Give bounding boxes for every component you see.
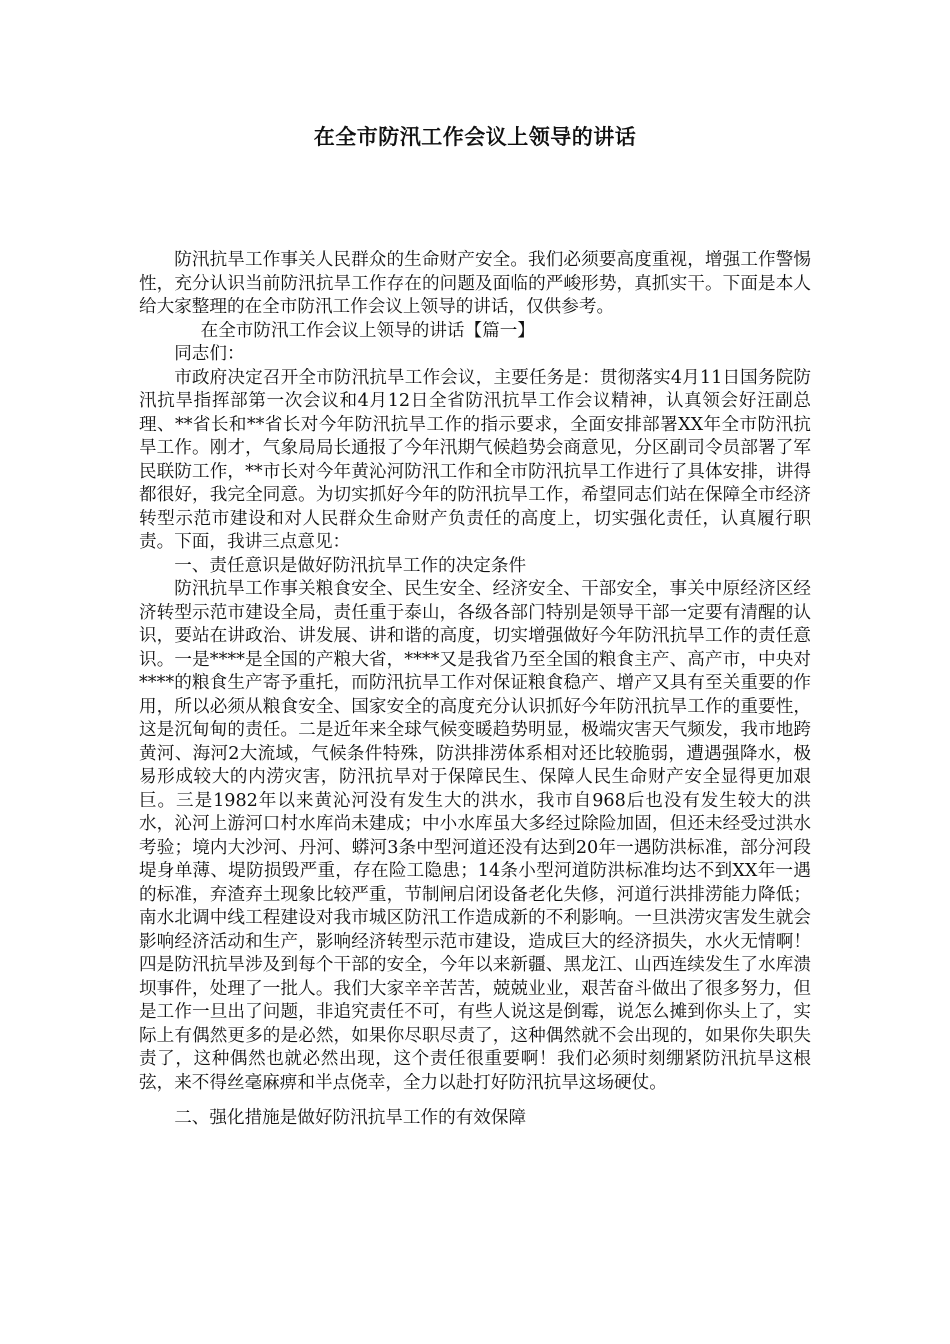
opening-paragraph: 市政府决定召开全市防汛抗旱工作会议，主要任务是：贯彻落实4月11日国务院防汛抗旱指挥部第一次会议和4月12日全省防汛抗旱工作会议精神，认真领会好汪副总理、**省长和**省长对今年防汛抗旱工作的指示要求，全面安排部署XX年全市防汛抗旱工作。刚才，气象局局长通报了今年汛期气候趋势会商意见，分区副司令员部署了军民联防工作，**市长对今年黄沁河防汛工作和全市防汛抗旱工作进行了具体安排，讲得都很好，我完全同意。为切实抓好今年的防汛抗旱工作，希望同志们站在保障全市经济转型示范市建设和对人民群众生命财产负责任的高度上，切实强化责任，认真履行职责。下面，我讲三点意见： bbox=[139, 367, 811, 552]
document-title: 在全市防汛工作会议上领导的讲话 bbox=[313, 124, 637, 149]
salutation: 同志们： bbox=[174, 344, 245, 364]
heading-responsibility: 一、责任意识是做好防汛抗旱工作的决定条件 bbox=[174, 555, 527, 576]
heading-measures: 二、强化措施是做好防汛抗旱工作的有效保障 bbox=[174, 1108, 527, 1128]
section-title-part-one: 在全市防汛工作会议上领导的讲话【篇一】 bbox=[200, 320, 535, 341]
intro-paragraph: 防汛抗旱工作事关人民群众的生命财产安全。我们必须要高度重视，增强工作警惕性，充分认识当前防汛抗旱工作存在的问题及面临的严峻形势，真抓实干。下面是本人给大家整理的在全市防汛工作会议上领导的讲话，仅供参考。 bbox=[139, 250, 811, 317]
responsibility-paragraph: 防汛抗旱工作事关粮食安全、民生安全、经济安全、干部安全，事关中原经济区经济转型示范市建设全局，责任重于泰山，各级各部门特别是领导干部一定要有清醒的认识，要站在讲政治、讲发展、讲和谐的高度，切实增强做好今年防汛抗旱工作的责任意识。一是****是全国的产粮大省，****又是我省乃至全国的粮食主产、高产市，中央对****的粮食生产寄予重托，而防汛抗旱工作对保证粮食稳产、增产又具有至关重要的作用，所以必须从粮食安全、国家安全的高度充分认识抓好今年防汛抗旱工作的重要性，这是沉甸甸的责任。二是近年来全球气候变暖趋势明显，极端灾害天气频发，我市地跨黄河、海河2大流域，气候条件特殊，防洪排涝体系相对还比较脆弱，遭遇强降水，极易形成较大的内涝灾害，防汛抗旱对于保障民生、保障人民生命财产安全显得更加艰巨。三是1982年以来黄沁河没有发生大的洪水，我市自968后也没有发生较大的洪水，沁河上游河口村水库尚未建成；中小水库虽大多经过除险加固，但还未经受过洪水考验；境内大沙河、丹河、蟒河3条中型河道还没有达到20年一遇防洪标准，部分河段堤身单薄、堤防损毁严重，存在险工隐患；14条小型河道防洪标准均达不到XX年一遇的标准，弃渣弃土现象比较严重，节制闸启闭设备老化失修，河道行洪排涝能力降低；南水北调中线工程建设对我市城区防汛工作造成新的不利影响。一旦洪涝灾害发生就会影响经济活动和生产，影响经济转型示范市建设，造成巨大的经济损失，水火无情啊！四是防汛抗旱涉及到每个干部的安全，今年以来新疆、黑龙江、山西连续发生了水库溃坝事件，处理了一批人。我们大家辛辛苦苦，兢兢业业，艰苦奋斗做出了很多努力，但是工作一旦出了问题，非追究责任不可，有些人说这是倒霉，说怎么摊到你头上了，实际上有偶然更多的是必然，如果你尽职尽责了，这种偶然就不会出现的，如果你失职失责了，这种偶然也就必然出现，这个责任很重要啊！我们必须时刻绷紧防汛抗旱这根弦，来不得丝毫麻痹和半点侥幸，全力以赴打好防汛抗旱这场硬仗。 bbox=[139, 579, 811, 1093]
document-body bbox=[139, 249, 811, 1131]
